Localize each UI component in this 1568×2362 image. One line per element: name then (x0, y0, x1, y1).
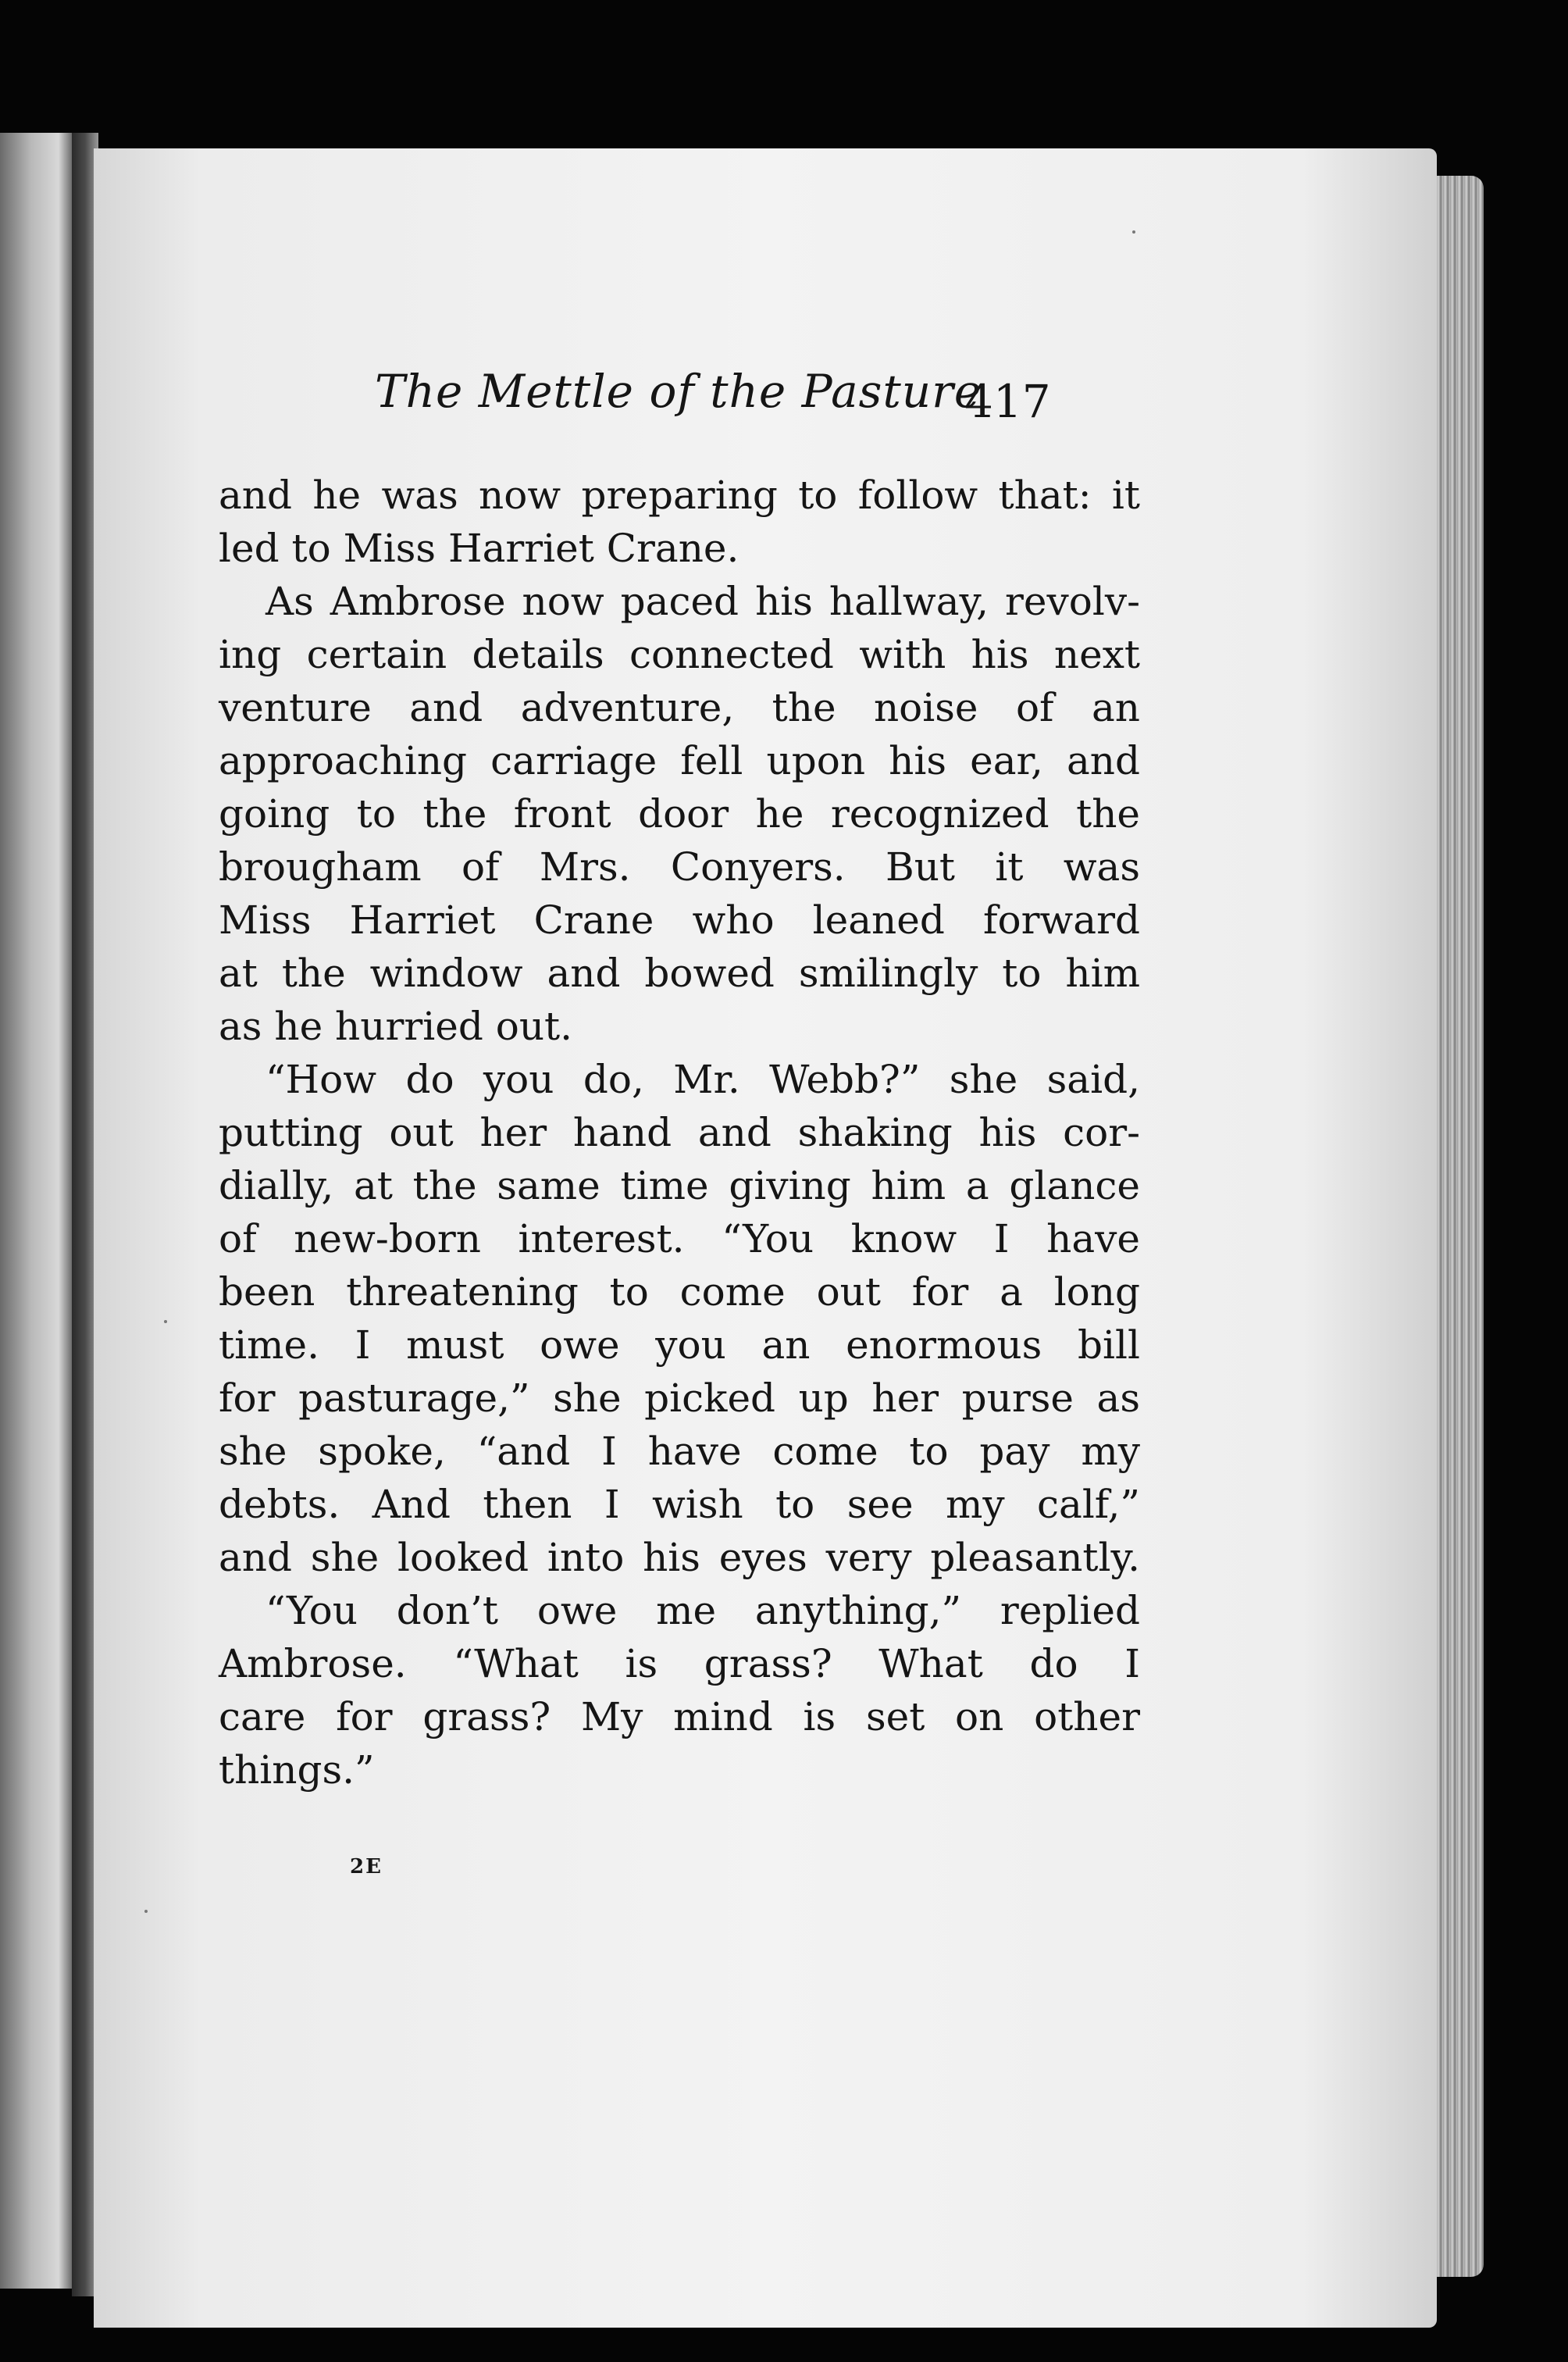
page-number: 417 (964, 375, 1051, 428)
text-line: dially, at the same time giving him a glance (219, 1163, 1140, 1208)
text-line: as he hurried out. (219, 1004, 573, 1049)
text-line: ing certain details connected with his next (219, 632, 1140, 677)
text-line: time. I must owe you an enormous bill (219, 1322, 1140, 1368)
text-line: for pasturage,” she picked up her purse as (219, 1375, 1140, 1421)
text-line: of new-born interest. “You know I have (219, 1216, 1140, 1261)
text-line: Ambrose. “What is grass? What do I (219, 1641, 1140, 1686)
left-page-edge (0, 133, 78, 2289)
text-line: putting out her hand and shaking his cor- (219, 1110, 1140, 1155)
text-line: Miss Harriet Crane who leaned forward (219, 897, 1140, 943)
text-line: debts. And then I wish to see my calf,” (219, 1482, 1140, 1527)
text-line: at the window and bowed smilingly to him (219, 951, 1140, 996)
text-line: “How do you do, Mr. Webb?” she said, (265, 1057, 1140, 1102)
text-line: brougham of Mrs. Conyers. But it was (219, 844, 1140, 890)
text-line: she spoke, “and I have come to pay my (219, 1429, 1140, 1474)
text-line: and he was now preparing to follow that: it (219, 473, 1140, 518)
running-head: The Mettle of the Pasture (375, 365, 982, 418)
text-line: “You don’t owe me anything,” replied (265, 1588, 1140, 1633)
text-line: and she looked into his eyes very pleasantly. (219, 1535, 1140, 1580)
text-line: led to Miss Harriet Crane. (219, 526, 739, 571)
text-line: As Ambrose now paced his hallway, revolv- (265, 579, 1140, 624)
text-line: approaching carriage fell upon his ear, and (219, 738, 1140, 783)
text-line: been threatening to come out for a long (219, 1269, 1140, 1315)
page-text-block (94, 148, 1437, 2328)
text-line: venture and adventure, the noise of an (219, 685, 1140, 730)
text-line: going to the front door he recognized the (219, 791, 1140, 837)
text-line: care for grass? My mind is set on other (219, 1694, 1140, 1739)
text-line: things.” (219, 1747, 375, 1793)
signature-mark: 2E (350, 1855, 383, 1879)
page-stack-edge (1429, 176, 1484, 2277)
